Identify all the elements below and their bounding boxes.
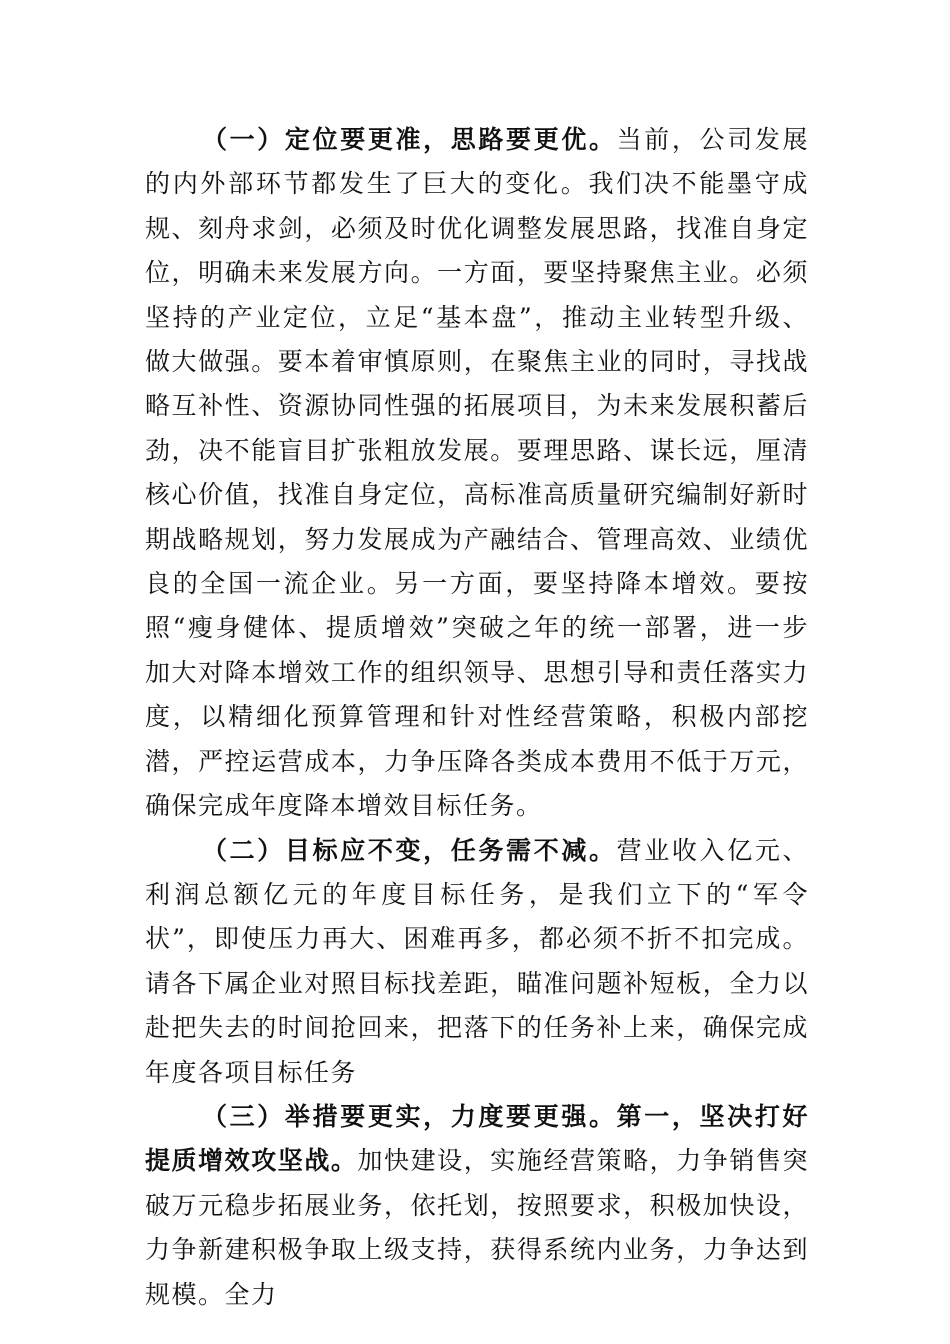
- paragraph-2-heading: （二）目标应不变，任务需不减。: [202, 835, 617, 865]
- paragraph-3-body: 加快建设，实施经营策略，力争销售突破万元稳步拓展业务，依托划，按照要求，积极加快设，力争新建积极争取上级支持，获得系统内业务，力争达到规模。全力: [145, 1146, 809, 1309]
- paragraph-2-body: 营业收入亿元、利润总额亿元的年度目标任务，是我们立下的“军令状”，即使压力再大、困难再多，都必须不折不扣完成。请各下属企业对照目标找差距，瞄准问题补短板，全力以赴把失去的时间抢回来，把落下的任务补上来，确保完成年度各项目标任务: [145, 835, 809, 1087]
- paragraph-1-heading: （一）定位要更准，思路要更优。: [202, 125, 617, 154]
- document-page: [145, 118, 809, 1317]
- paragraph-3-subheading: 第一，坚决打好提质增效攻坚战。: [145, 1101, 809, 1176]
- paragraph-1-body: 当前，公司发展的内外部环节都发生了巨大的变化。我们决不能墨守成规、刻舟求剑，必须及时优化调整发展思路，找准自身定位，明确未来发展方向。一方面，要坚持聚焦主业。必须坚持的产业定位，立足“基本盘”，推动主业转型升级、做大做强。要本着审慎原则，在聚焦主业的同时，寻找战略互补性、资源协同性强的拓展项目，为未来发展积蓄后劲，决不能盲目扩张粗放发展。要理思路、谋长远，厘清核心价值，找准自身定位，高标准高质量研究编制好新时期战略规划，努力发展成为产融结合、管理高效、业绩优良的全国一流企业。另一方面，要坚持降本增效。要按照“瘦身健体、提质增效”突破之年的统一部署，进一步加大对降本增效工作的组织领导、思想引导和责任落实力度，以精细化预算管理和针对性经营策略，积极内部挖潜，严控运营成本，力争压降各类成本费用不低于万元，确保完成年度降本增效目标任务。: [145, 125, 809, 821]
- paragraph-2: [145, 829, 809, 1095]
- paragraph-3-heading: （三）举措要更实，力度要更强。: [202, 1101, 617, 1131]
- paragraph-3: [145, 1095, 809, 1317]
- paragraph-1: [145, 118, 809, 829]
